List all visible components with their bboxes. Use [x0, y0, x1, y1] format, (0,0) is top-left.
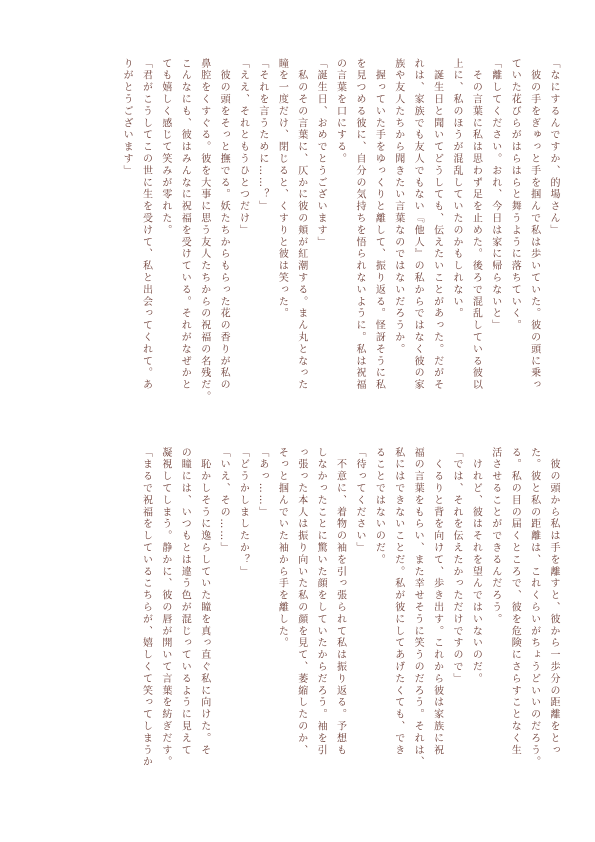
text-line: 「では、それを伝えたかっただけですので」 — [450, 447, 462, 685]
text-line: 私のその言葉に、仄かに彼の頬が紅潮する。まん丸となった — [295, 58, 307, 392]
text-line: っ張った本人は振り向いた私の顔を見て、萎縮したのか、 — [295, 447, 307, 757]
text-line: 「なにするんですか、的場さん」 — [548, 58, 559, 237]
upper-text-column — [33, 58, 563, 426]
text-line: 誕生日と聞いてどうしても、伝えたいことがあった。だがそ — [431, 58, 443, 392]
text-line: 「離してください。おれ、今日は家に帰らないと」 — [489, 58, 501, 332]
text-line: くるりと背を向けて、歩き出す。これから彼は家族に祝 — [431, 447, 443, 757]
text-line: ても嬉しく感じて笑みが零れた。 — [159, 58, 171, 237]
text-line: 不意に、着物の袖を引っ張られて私は振り返る。予想も — [334, 447, 346, 757]
text-line: こんなにも、彼はみんなに祝福を受けている。それがなぜかと — [179, 58, 191, 392]
text-line: ることではないのだ。 — [373, 447, 385, 566]
text-line: 凝視してしまう。静かに、彼の唇が開いて言葉を紡ぎだす。 — [159, 447, 171, 769]
text-line: 上に、私のほうが混乱していたのかもしれない。 — [450, 58, 462, 320]
text-line: 活させることができるんだろう。 — [489, 447, 501, 626]
text-line: 「待ってください」 — [353, 447, 365, 555]
text-line: 彼の頭をそっと撫でる。妖たちからもらった花の香りが私の — [218, 58, 230, 392]
text-line: 族や友人たちから聞きたい言葉なのではないだろうか。 — [392, 58, 404, 356]
text-line: 彼の手をぎゅっと手を掴んで私は歩いていた。彼の頭に乗っ — [528, 58, 540, 392]
text-line: 「どうかしましたか？」 — [237, 447, 249, 578]
text-line: ていた花びらがはらはらと舞うように落ちていく。 — [509, 58, 521, 332]
text-line: 握っていた手をゆっくりと離して、振り返る。怪訝そうに私 — [373, 58, 385, 392]
text-line: 「あっ……」 — [256, 447, 268, 519]
text-line: 「君がこうしてこの世に生を受けて、私と出会ってくれて。あ — [140, 58, 152, 392]
text-line: 恥かしそうに逸らしていた瞳を真っ直ぐ私に向けた。そ — [198, 447, 210, 757]
text-line: る。私の目の届くところで、彼を危険にさらすことなく生 — [509, 447, 521, 757]
text-line: 私にはできないことだ。私が彼にしてあげたくても、でき — [392, 447, 404, 757]
text-line: 「まるで祝福をしているこちらが、嬉しくて笑ってしまうか — [140, 447, 152, 769]
text-line: 「ええ、それともうひとつだけ」 — [237, 58, 249, 237]
text-line: を見つめる彼に、自分の気持ちを悟られないように。私は祝福 — [353, 58, 365, 392]
text-line: 瞳を一度だけ、閉じると、くすりと彼は笑った。 — [276, 58, 288, 320]
text-line: 彼の頭から私は手を離すと、彼から一歩分の距離をとっ — [548, 447, 559, 757]
text-line: 福の言葉をもらい、また幸せそうに笑うのだろう。それは、 — [412, 447, 424, 769]
text-line: 「いえ、その……」 — [218, 447, 230, 555]
text-line: 鼻腔をくすぐる。彼を大事に思う友人たちからの祝福の名残だ。 — [198, 58, 210, 404]
text-line: しなかったことに驚いた顔をしていたからだろう。袖を引 — [315, 447, 327, 757]
text-line: そっと掴んでいた袖から手を離した。 — [276, 447, 288, 650]
text-line: 「それを言うために……？」 — [256, 58, 268, 213]
text-line: りがとうございます」 — [121, 58, 133, 177]
lower-text-column — [33, 447, 563, 819]
text-line: けれど、彼はそれを望んではいないのだ。 — [470, 447, 482, 685]
text-line: その言葉に私は思わず足を止めた。後ろで混乱している彼以 — [470, 58, 482, 392]
text-line: の瞳には、いつもとは違う色が混じっているように見えて — [179, 447, 191, 757]
text-line: た。彼と私の距離は、これくらいがちょうどいいのだろう。 — [528, 447, 540, 769]
text-line: 「誕生日、おめでとうございます」 — [315, 58, 327, 249]
text-line: の言葉を口にする。 — [334, 58, 346, 166]
text-line: れは、家族でも友人でもない『他人』の私からではなく彼の家 — [412, 58, 424, 392]
